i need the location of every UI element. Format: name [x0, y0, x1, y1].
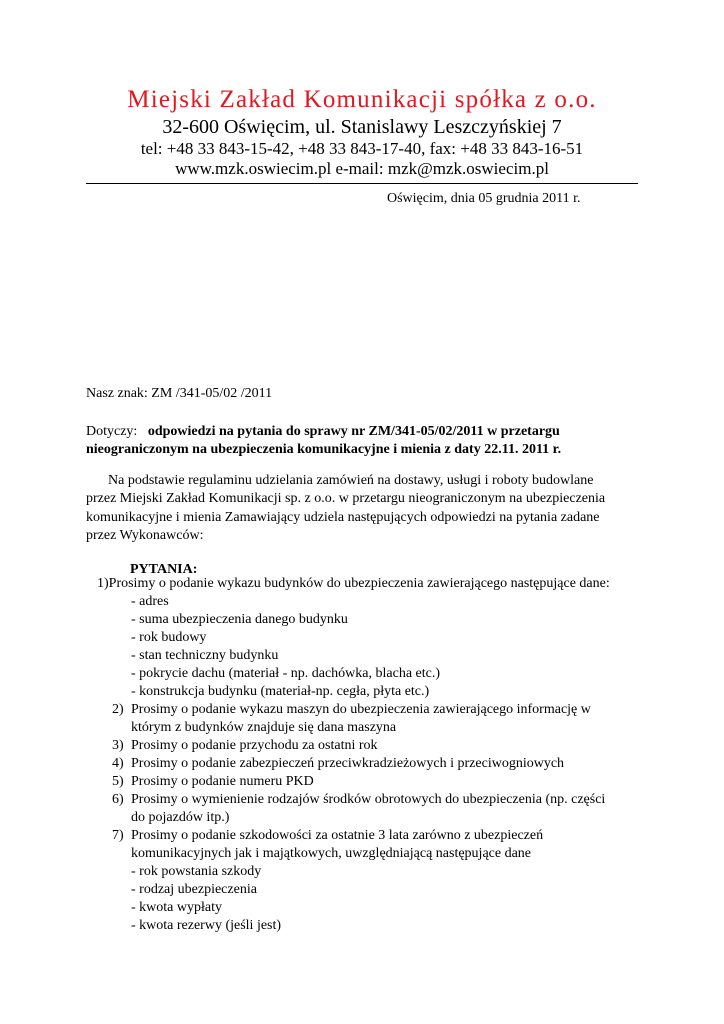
q7-item: - kwota rezerwy (jeśli jest): [131, 918, 282, 933]
question-6-line: Prosimy o wymienienie rodzajów środków obrotowych do ubezpieczenia (np. części: [131, 792, 606, 807]
q7-item: - rok powstania szkody: [131, 864, 262, 879]
question-number: 2): [112, 702, 124, 717]
question-number: 4): [112, 756, 124, 771]
question-number: 3): [112, 738, 124, 753]
question-number: 7): [112, 828, 124, 843]
subject-label: Dotyczy:: [86, 424, 138, 439]
question-7-line: komunikacyjnych jak i majątkowych, uwzględniającą następujące dane: [131, 846, 532, 861]
company-address: 32-600 Oświęcim, ul. Stanislawy Leszczyńskiej 7: [162, 116, 562, 138]
company-web-email: www.mzk.oswiecim.pl e-mail: mzk@mzk.oswiecim.pl: [175, 159, 549, 178]
header-divider: [86, 183, 638, 184]
intro-line-1: Na podstawie regulaminu udzielania zamówień na dostawy, usługi i roboty budowlane: [108, 473, 594, 488]
q1-item: - suma ubezpieczenia danego budynku: [131, 612, 348, 627]
q1-item: - stan techniczny budynku: [131, 648, 279, 663]
intro-line-2: przez Miejski Zakład Komunikacji sp. z o.o. w przetargu nieograniczonym na ubezpieczenia: [86, 491, 606, 506]
intro-line-4: przez Wykonawców:: [86, 528, 204, 543]
q1-item: - konstrukcja budynku (materiał-np. cegła, płyta etc.): [131, 684, 430, 699]
question-number: 5): [112, 774, 124, 789]
subject-line-2: nieograniczonym na ubezpieczenia komunikacyjne i mienia z daty 22.11. 2011 r.: [86, 442, 562, 457]
q7-item: - rodzaj ubezpieczenia: [131, 882, 257, 897]
question-2-line: Prosimy o podanie wykazu maszyn do ubezpieczenia zawierającego informację w: [131, 702, 591, 717]
reference-number: Nasz znak: ZM /341-05/02 /2011: [86, 386, 273, 401]
company-phones: tel: +48 33 843-15-42, +48 33 843-17-40, fax: +48 33 843-16-51: [140, 139, 584, 158]
q1-item: - adres: [131, 594, 169, 609]
company-name: Miejski Zakład Komunikacji spółka z o.o.: [127, 86, 597, 113]
question-1: 1)Prosimy o podanie wykazu budynków do ubezpieczenia zawierającego następujące dane:: [97, 576, 610, 591]
questions-heading: PYTANIA:: [130, 562, 198, 577]
question-number: 6): [112, 792, 124, 807]
subject-line-1: [86, 424, 560, 440]
question-6-line: do pojazdów itp.): [131, 810, 230, 825]
q1-item: - rok budowy: [131, 630, 207, 645]
date-line: Oświęcim, dnia 05 grudnia 2011 r.: [387, 191, 581, 206]
question-7-line: Prosimy o podanie szkodowości za ostatnie 3 lata zarówno z ubezpieczeń: [131, 828, 544, 843]
intro-line-3: komunikacyjne i mienia Zamawiający udziela następujących odpowiedzi na pytania zadane: [86, 510, 600, 525]
question-2-line: którym z budynków znajduje się dana maszyna: [131, 720, 397, 735]
question-4-line: Prosimy o podanie zabezpieczeń przeciwkradzieżowych i przeciwogniowych: [131, 756, 565, 771]
question-5-line: Prosimy o podanie numeru PKD: [131, 774, 314, 789]
q7-item: - kwota wypłaty: [131, 900, 222, 915]
q1-item: - pokrycie dachu (materiał - np. dachówka, blacha etc.): [131, 666, 441, 681]
question-3-line: Prosimy o podanie przychodu za ostatni rok: [131, 738, 378, 753]
subject-text-1: odpowiedzi na pytania do sprawy nr ZM/341-05/02/2011 w przetargu: [147, 424, 560, 439]
